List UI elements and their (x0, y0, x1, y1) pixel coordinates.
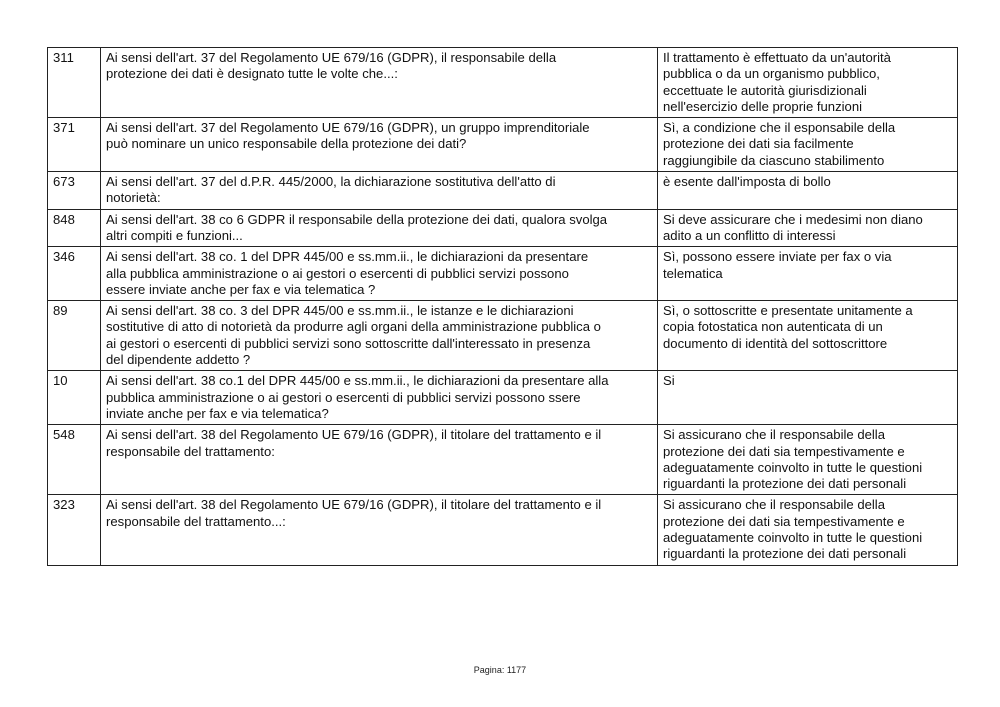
answer-text: Il trattamento è effettuato da un'autorità pubblica o da un organismo pubblico, eccettuate le autorità giurisdizionali nell'esercizio delle proprie funzioni (658, 48, 958, 118)
table-row (48, 118, 958, 172)
answer-text: è esente dall'imposta di bollo (658, 172, 958, 210)
table-row (48, 371, 958, 425)
answer-text: Si (658, 371, 958, 425)
question-number: 548 (48, 425, 101, 495)
question-number: 89 (48, 301, 101, 371)
table-row (48, 301, 958, 371)
quiz-table (47, 47, 958, 566)
table-row (48, 425, 958, 495)
question-text: Ai sensi dell'art. 38 co.1 del DPR 445/00 e ss.mm.ii., le dichiarazioni da presentare alla pubblica amministrazione o ai gestori o esercenti di pubblici servizi possono ssere inviate anche per fax e via telematica? (101, 371, 658, 425)
question-number: 673 (48, 172, 101, 210)
table-row (48, 247, 958, 301)
question-text: Ai sensi dell'art. 38 co. 1 del DPR 445/00 e ss.mm.ii., le dichiarazioni da presentare alla pubblica amministrazione o ai gestori o esercenti di pubblici servizi possono essere inviate anche per fax e via telematica ? (101, 247, 658, 301)
page-number: Pagina: 1177 (473, 665, 527, 675)
question-text: Ai sensi dell'art. 37 del d.P.R. 445/2000, la dichiarazione sostitutiva dell'atto di notorietà: (101, 172, 658, 210)
question-text: Ai sensi dell'art. 38 co 6 GDPR il responsabile della protezione dei dati, qualora svolga altri compiti e funzioni... (101, 209, 658, 247)
question-number: 323 (48, 495, 101, 565)
question-number: 848 (48, 209, 101, 247)
question-text: Ai sensi dell'art. 38 co. 3 del DPR 445/00 e ss.mm.ii., le istanze e le dichiarazioni sostitutive di atto di notorietà da produrre agli organi della amministrazione pubblica o ai gestori o esercenti di pubblici servizi sono sottoscritte dall'interessato in presenza del dipendente addetto ? (101, 301, 658, 371)
question-text: Ai sensi dell'art. 38 del Regolamento UE 679/16 (GDPR), il titolare del trattamento e il responsabile del trattamento...: (101, 495, 658, 565)
table-row (48, 495, 958, 565)
table-row (48, 172, 958, 210)
answer-text: Si assicurano che il responsabile della protezione dei dati sia tempestivamente e adeguatamente coinvolto in tutte le questioni riguardanti la protezione dei dati personali (658, 495, 958, 565)
answer-text: Si assicurano che il responsabile della protezione dei dati sia tempestivamente e adeguatamente coinvolto in tutte le questioni riguardanti la protezione dei dati personali (658, 425, 958, 495)
question-text: Ai sensi dell'art. 37 del Regolamento UE 679/16 (GDPR), il responsabile della protezione dei dati è designato tutte le volte che...: (101, 48, 658, 118)
answer-text: Sì, possono essere inviate per fax o via telematica (658, 247, 958, 301)
answer-text: Si deve assicurare che i medesimi non diano adito a un conflitto di interessi (658, 209, 958, 247)
question-number: 10 (48, 371, 101, 425)
question-number: 346 (48, 247, 101, 301)
answer-text: Sì, o sottoscritte e presentate unitamente a copia fotostatica non autenticata di un documento di identità del sottoscrittore (658, 301, 958, 371)
question-text: Ai sensi dell'art. 38 del Regolamento UE 679/16 (GDPR), il titolare del trattamento e il responsabile del trattamento: (101, 425, 658, 495)
table-row (48, 209, 958, 247)
question-number: 371 (48, 118, 101, 172)
question-text: Ai sensi dell'art. 37 del Regolamento UE 679/16 (GDPR), un gruppo imprenditoriale può nominare un unico responsabile della protezione dei dati? (101, 118, 658, 172)
table-row (48, 48, 958, 118)
answer-text: Sì, a condizione che il esponsabile della protezione dei dati sia facilmente raggiungibile da ciascuno stabilimento (658, 118, 958, 172)
question-number: 311 (48, 48, 101, 118)
